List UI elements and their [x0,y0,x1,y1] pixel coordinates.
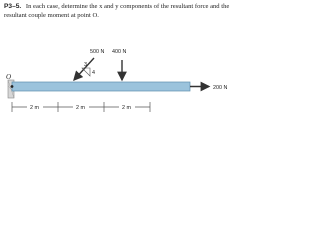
problem-text: In each case, determine the x and y components of the resultant force and the resultant couple moment at point O. [4,3,230,19]
beam [12,82,190,91]
point-o-label: O [6,73,12,81]
problem-number: P3–5. [4,3,22,10]
dimension-label-3: 2 m [122,105,131,111]
force-500-label: 500 N [90,49,105,55]
slope-label-3: 3 [84,62,87,68]
force-400-label: 400 N [112,49,127,55]
dimension-label-1: 2 m [30,105,39,111]
force-200-label: 200 N [213,85,228,91]
dimension-line [12,102,150,112]
beam-figure [0,0,236,129]
point-o-marker [11,85,14,88]
dimension-label-2: 2 m [76,105,85,111]
slope-label-4: 4 [92,70,95,76]
